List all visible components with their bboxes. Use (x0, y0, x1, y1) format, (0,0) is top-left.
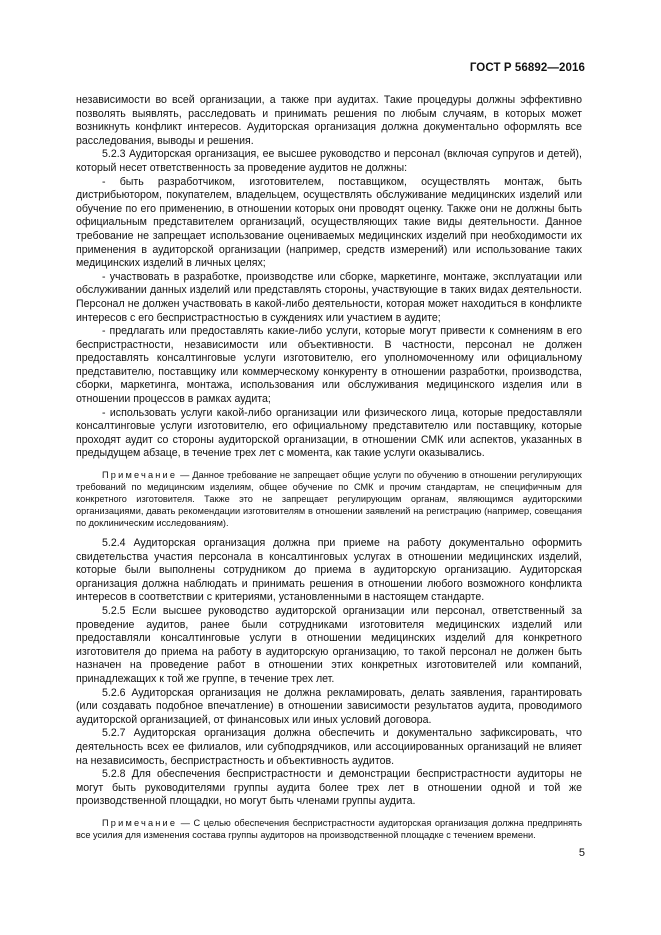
note-dash: — (177, 470, 193, 481)
page-number: 5 (578, 847, 585, 859)
list-item-developer: - быть разработчиком, изготовителем, поставщиком, осуществлять монтаж, быть дистрибьютором, покупателем, владельцем, осуществлять обслуживание медицинских изделий или обучение по его применению, в отношении которых они проводят оценку. Также они не должны быть официальным представителем организаций, осуществляющих такие виды деятельности. Данное требование не запрещает использование оцениваемых медицинских изделий при необходимости их применения в аудиторской организации (например, средств измерений) или использование таких медицинских изделий в личных целях; (76, 175, 582, 270)
document-header: ГОСТ Р 56892—2016 (469, 62, 585, 74)
clause-5-2-6: 5.2.6 Аудиторская организация не должна рекламировать, делать заявления, гарантировать (или создавать подобное впечатление) в отношении зависимости результатов аудита, проводимого аудиторской организацией, от финансовых или иных условий договора. (76, 686, 582, 726)
clause-5-2-8: 5.2.8 Для обеспечения беспристрастности и демонстрации беспристрастности аудиторы не могут быть руководителями группы аудита более трех лет в отношении одной и той же производственной площадки, но могут быть членами группы аудита. (76, 768, 582, 808)
clause-5-2-5: 5.2.5 Если высшее руководство аудиторской организации или персонал, ответственный за проведение аудитов, ранее были сотрудниками изготовителя медицинских изделий или предоставляли консалтинговые услуги в отношении медицинских изделий для конкретного изготовителя до приема на работу в аудиторскую организацию, то такой персонал не должен быть назначен на проведение работ в отношении этих конкретных изготовителей или компаний, принадлежащих к той же группе, в течение трех лет. (76, 605, 582, 685)
note-text: Данное требование не запрещает общие услуги по обучению в отношении регулирующих требований по медицинским изделиям, общее обучение по СМК и прочим стандартам, не специфичным для конкретного изготовителя. Также это не запрещает регулирующим органам, являющимся аудиторскими организациями, давать рекомендации изготовителям в отношении заявлений на регистрацию (например, совещания по доклиническим исследованиям). (76, 470, 582, 529)
clause-5-2-7: 5.2.7 Аудиторская организация должна обеспечить и документально зафиксировать, что деятельность всех ее филиалов, или субподрядчиков, или ассоциированных организаций не влияет на независимость, беспристрастность и объективность аудитов. (76, 727, 582, 767)
clause-5-2-3: 5.2.3 Аудиторская организация, ее высшее руководство и персонал (включая супругов и детей), который несет ответственность за проведение аудитов не должны: (76, 148, 582, 174)
note-1 (76, 469, 582, 529)
note-label: Примечание (102, 817, 178, 828)
list-item-participate: - участвовать в разработке, производстве или сборке, маркетинге, монтаже, эксплуатации или обслуживании данных изделий или представлять стороны, участвующие в таких видах деятельности. Персонал не должен участвовать в какой-либо деятельности, которая может находиться в конфликте интересов с его беспристрастностью в суждениях или участием в аудите; (76, 270, 582, 324)
note-text: С целью обеспечения беспристрастности аудиторская организация должна предпринять все усилия для изменения состава группы аудиторов на производственной площадке с течением времени. (76, 817, 582, 840)
list-item-use-services: - использовать услуги какой-либо организации или физического лица, которые предоставляли консалтинговые услуги изготовителю, его официальному представителю или поставщику, которые проходят аудит со стороны аудиторской организации, в отношении СМК или аспектов, указанных в предыдущем абзаце, в течение трех лет с момента, как такие услуги оказывались. (76, 406, 582, 460)
note-2 (76, 817, 582, 841)
note-dash: — (177, 817, 194, 828)
paragraph-continuation: независимости во всей организации, а также при аудитах. Такие процедуры должны эффективно позволять выявлять, расследовать и принимать решения по любым случаям, в которых может возникнуть конфликт интересов. Аудиторская организация должна документально оформлять все расследования, выводы и решения. (76, 94, 582, 147)
page-body (76, 94, 582, 841)
clause-5-2-4: 5.2.4 Аудиторская организация должна при приеме на работу документально оформить свидетельства участия персонала в консалтинговых услугах в отношении медицинских изделий, которые были выполнены сотрудником до приема в аудиторскую организацию. Аудиторская организация должна наблюдать и принимать решения в отношении любого возможного конфликта интересов в соответствии с критериями, установленными в настоящем стандарте. (76, 537, 582, 604)
list-item-offer-services: - предлагать или предоставлять какие-либо услуги, которые могут привести к сомнениям в его беспристрастности, независимости или объективности. В частности, персонал не должен предоставлять консалтинговые услуги изготовителю, его уполномоченному или официальному представителю, поставщику или коммерческому конкуренту в отношении разработки, производства, сборки, маркетинга, монтажа, использования или обслуживания медицинского изделия или в отношении процессов в рамках аудита; (76, 325, 582, 406)
note-label: Примечание (102, 470, 178, 481)
